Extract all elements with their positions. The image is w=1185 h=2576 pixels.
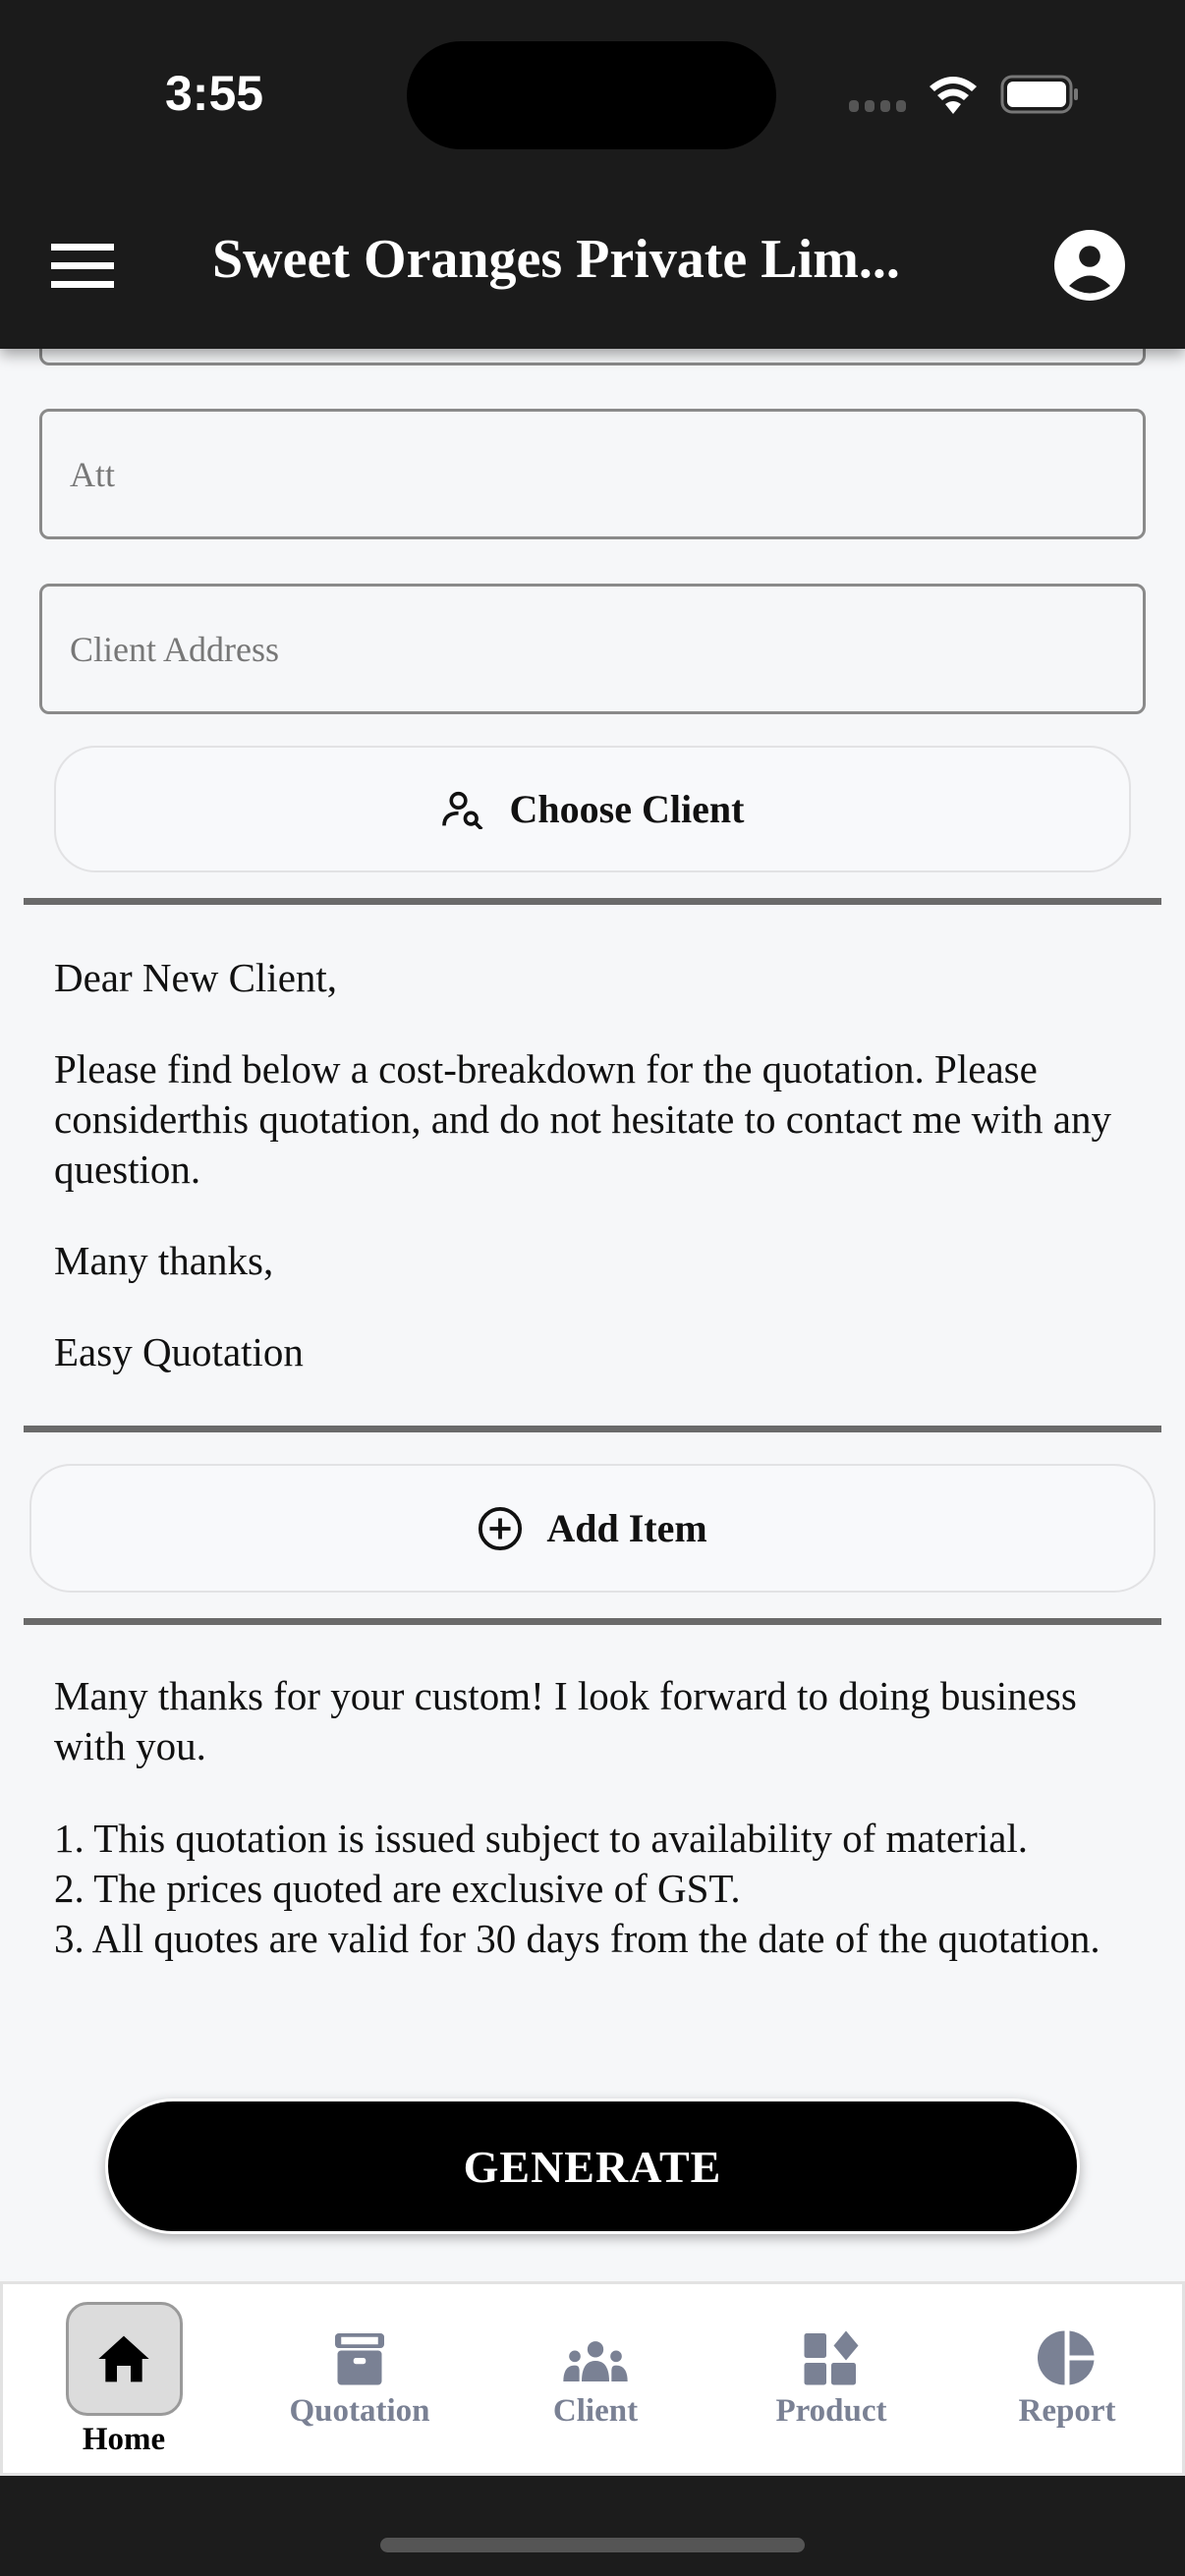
account-icon[interactable] bbox=[1054, 230, 1125, 301]
nav-item-report[interactable] bbox=[949, 2284, 1185, 2471]
bottom-nav bbox=[0, 2281, 1185, 2476]
person-search-icon bbox=[441, 790, 486, 829]
signal-icon bbox=[847, 98, 910, 114]
nav-item-client[interactable] bbox=[478, 2284, 713, 2471]
home-indicator[interactable] bbox=[380, 2538, 805, 2552]
term-item: 1. This quotation is issued subject to availability of material. bbox=[54, 1816, 1029, 1861]
att-placeholder: Att bbox=[70, 454, 116, 494]
nav-item-home[interactable] bbox=[6, 2284, 242, 2471]
nav-label: Product bbox=[775, 2393, 887, 2429]
terms-list bbox=[54, 1814, 1145, 1964]
term-item: 3. All quotes are valid for 30 days from the date of the quotation. bbox=[54, 1916, 1100, 1961]
intro-body: Please find below a cost-breakdown for the quotation. Please considerthis quotation, and do not hesitate to contact me with any question. bbox=[54, 1046, 1112, 1192]
intro-closing: Many thanks, bbox=[54, 1238, 274, 1283]
divider bbox=[24, 1426, 1161, 1432]
home-active-indicator bbox=[66, 2302, 183, 2416]
nav-label: Report bbox=[1018, 2393, 1116, 2429]
intro-greeting: Dear New Client, bbox=[54, 955, 338, 1000]
nav-label: Home bbox=[82, 2422, 166, 2457]
intro-signature: Easy Quotation bbox=[54, 1329, 304, 1374]
nav-item-quotation[interactable] bbox=[242, 2284, 478, 2471]
generate-button[interactable]: GENERATE bbox=[105, 2099, 1080, 2234]
add-circle-icon bbox=[478, 1506, 523, 1551]
nav-item-product[interactable] bbox=[713, 2284, 949, 2471]
add-item-label: Add Item bbox=[546, 1506, 707, 1550]
add-item-button[interactable] bbox=[29, 1464, 1156, 1593]
system-bottom-area bbox=[0, 2476, 1185, 2576]
client-address-input[interactable] bbox=[39, 584, 1146, 714]
footer-thanks: Many thanks for your custom! I look forward to doing business with you. bbox=[54, 1673, 1077, 1768]
menu-icon[interactable] bbox=[51, 242, 114, 289]
divider bbox=[24, 898, 1161, 905]
dynamic-island bbox=[407, 41, 776, 149]
group-icon bbox=[560, 2340, 631, 2381]
nav-label: Quotation bbox=[289, 2393, 430, 2429]
battery-icon bbox=[1000, 75, 1081, 116]
page-title: Sweet Oranges Private Lim... bbox=[212, 229, 900, 290]
widgets-icon bbox=[802, 2328, 861, 2387]
att-input[interactable] bbox=[39, 409, 1146, 539]
wifi-icon bbox=[928, 75, 979, 116]
divider bbox=[24, 1618, 1161, 1625]
archive-icon bbox=[330, 2328, 389, 2387]
home-icon bbox=[96, 2333, 151, 2384]
nav-label: Client bbox=[552, 2393, 639, 2429]
term-item: 2. The prices quoted are exclusive of GST. bbox=[54, 1866, 741, 1911]
app-header bbox=[0, 0, 1185, 349]
status-time: 3:55 bbox=[165, 66, 264, 121]
client-address-placeholder: Client Address bbox=[70, 629, 279, 669]
choose-client-label: Choose Client bbox=[509, 787, 745, 831]
choose-client-button[interactable] bbox=[54, 746, 1131, 872]
pie-chart-icon bbox=[1038, 2328, 1097, 2387]
